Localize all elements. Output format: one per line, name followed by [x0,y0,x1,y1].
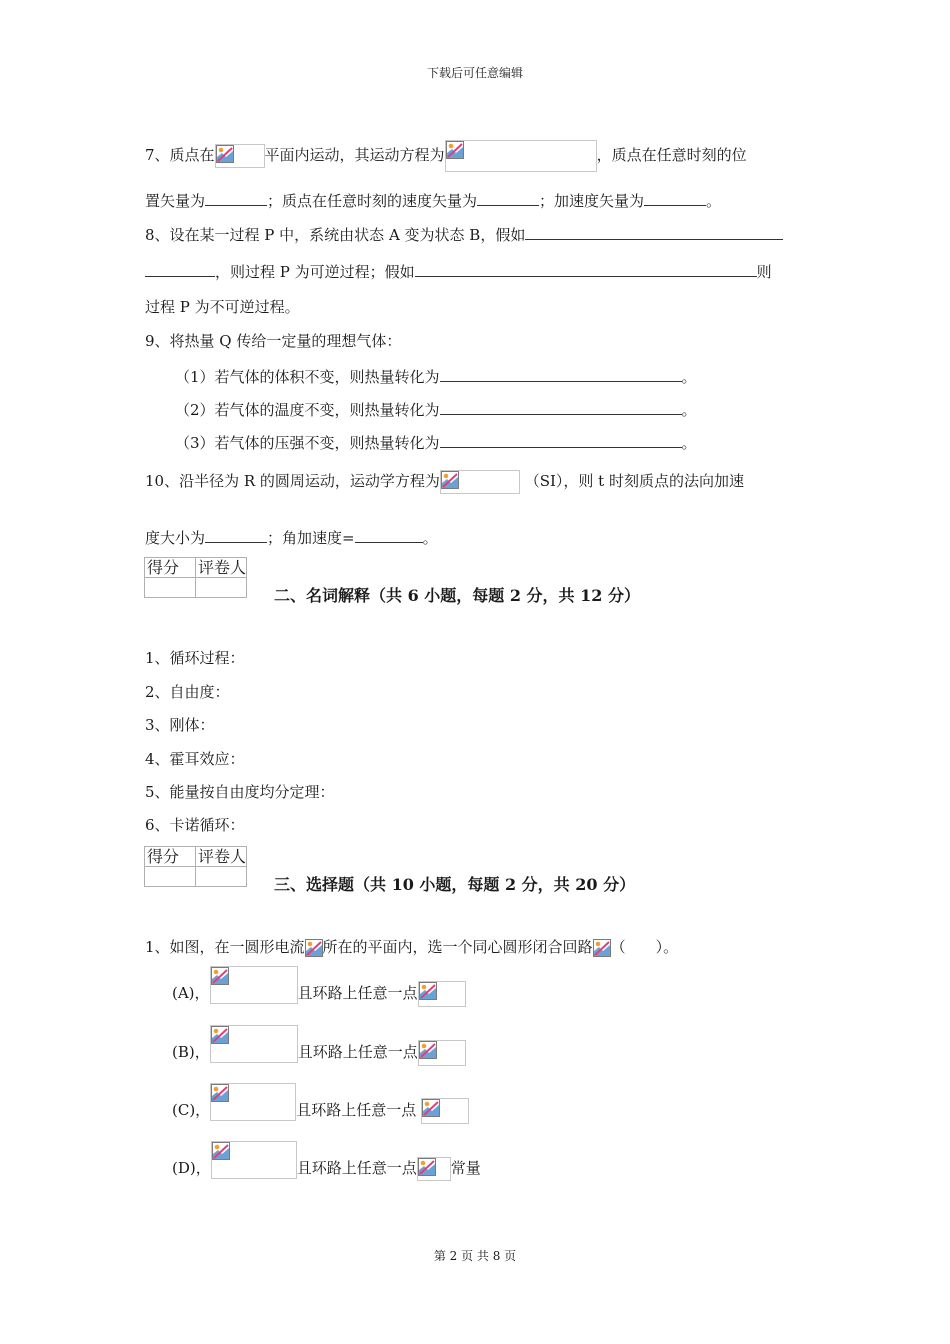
answer-blank[interactable] [440,365,682,382]
score-label: 得分 [145,558,196,578]
q9-item-2 [175,398,697,420]
mc-option-d[interactable] [172,1141,481,1181]
q8-text-3: 则 [756,263,772,281]
answer-blank[interactable] [440,398,682,415]
q9-item-text: （1）若气体的体积不变，则热量转化为 [175,368,440,386]
option-label: (A)， [172,984,210,1002]
q7-line1 [145,140,747,172]
formula-image-placeholder [421,1098,469,1124]
option-label: (C)， [172,1101,211,1119]
section-3-title: 三、选择题（共 10 小题，每题 2 分，共 20 分） [274,875,636,894]
option-text: 且环路上任意一点 [296,1159,417,1177]
formula-image-placeholder [215,144,265,168]
mc-q1-stem [145,937,678,957]
option-text: 且环路上任意一点 [297,1043,418,1061]
section-2-title: 二、名词解释（共 6 小题，每题 2 分，共 12 分） [274,586,640,605]
answer-blank[interactable] [355,526,423,543]
broken-image-icon [418,1158,436,1176]
page-footer: 第 2 页 共 8 页 [433,1249,517,1263]
formula-image-placeholder [440,470,520,494]
mc-q1-text-3: （ ）。 [610,938,679,956]
q9-item-text: （3）若气体的压强不变，则热量转化为 [175,434,440,452]
formula-image-placeholder [445,140,597,172]
option-text: 且环路上任意一点 [297,984,418,1002]
broken-image-icon [441,471,459,489]
q8-line1 [145,223,783,245]
mc-option-a[interactable] [172,966,466,1007]
score-table [144,557,247,598]
mc-option-c[interactable] [172,1083,469,1124]
q9-item-text: （2）若气体的温度不变，则热量转化为 [175,401,440,419]
term-item: 4、霍耳效应： [145,750,245,768]
formula-image-placeholder [305,939,323,957]
q10-text-3: 度大小为 [145,529,206,547]
option-label: (D)， [172,1159,211,1177]
q7-text-1: 7、质点在 [145,146,215,164]
q7-text-4: 置矢量为 [145,192,206,210]
mc-option-b[interactable] [172,1025,466,1066]
answer-blank[interactable] [644,189,706,206]
score-cell[interactable] [145,867,196,887]
option-label: (B)， [172,1043,210,1061]
broken-image-icon [212,1142,230,1160]
q10-line1 [145,470,744,494]
term-item: 5、能量按自由度均分定理： [145,783,335,801]
q9-item-end: 。 [681,434,697,452]
score-cell[interactable] [145,578,196,598]
formula-image-placeholder [418,1040,466,1066]
q9-item-3 [175,431,697,453]
answer-blank[interactable] [205,189,267,206]
broken-image-icon [216,145,234,163]
answer-blank[interactable] [205,526,267,543]
q8-text-1: 8、设在某一过程 P 中，系统由状态 A 变为状态 B，假如 [145,226,526,244]
answer-blank[interactable] [477,189,539,206]
formula-image-placeholder [210,966,298,1004]
formula-image-placeholder [418,981,466,1007]
grader-cell[interactable] [196,578,247,598]
broken-image-icon [422,1099,440,1117]
answer-blank[interactable] [440,431,682,448]
q10-text-5: 。 [422,529,438,547]
formula-image-placeholder [211,1141,297,1179]
option-tail: 常量 [450,1159,481,1177]
score-table [144,846,247,887]
q8-text-2: ，则过程 P 为可逆过程；假如 [215,263,415,281]
q10-text-4: ；角加速度= [267,529,355,547]
term-item: 3、刚体： [145,716,215,734]
formula-image-placeholder [210,1083,296,1121]
q7-text-6: ；加速度矢量为 [539,192,645,210]
q10-text-2: （SI），则 t 时刻质点的法向加速 [524,472,744,490]
broken-image-icon [305,939,323,957]
mc-q1-text-1: 1、如图，在一圆形电流 [145,938,305,956]
page-header: 下载后可任意编辑 [426,66,523,80]
q7-text-3: ，质点在任意时刻的位 [596,146,747,164]
answer-blank[interactable] [415,260,757,277]
broken-image-icon [211,1026,229,1044]
grader-cell[interactable] [196,867,247,887]
broken-image-icon [211,1084,229,1102]
term-item: 2、自由度： [145,683,230,701]
score-label: 得分 [145,847,196,867]
q8-line3: 过程 P 为不可逆过程。 [145,298,300,316]
mc-q1-text-2: 所在的平面内，选一个同心圆形闭合回路 [322,938,593,956]
broken-image-icon [419,982,437,1000]
option-text: 且环路上任意一点 [296,1101,417,1119]
q7-text-5: ；质点在任意时刻的速度矢量为 [267,192,478,210]
formula-image-placeholder [417,1157,451,1181]
q10-line2 [145,526,438,548]
q8-line2 [145,260,772,282]
formula-image-placeholder [210,1025,298,1063]
q10-text-1: 10、沿半径为 R 的圆周运动，运动学方程为 [145,472,440,490]
q9-item-1 [175,365,697,387]
broken-image-icon [593,939,611,957]
answer-blank[interactable] [525,223,783,240]
term-item: 1、循环过程： [145,649,245,667]
q7-text-2: 平面内运动，其运动方程为 [264,146,445,164]
broken-image-icon [211,967,229,985]
q7-line2 [145,189,721,211]
broken-image-icon [419,1041,437,1059]
broken-image-icon [446,141,464,159]
answer-blank[interactable] [145,260,215,277]
formula-image-placeholder [593,939,611,957]
q9-item-end: 。 [681,401,697,419]
q9-item-end: 。 [681,368,697,386]
grader-label: 评卷人 [196,847,247,867]
q7-text-7: 。 [706,192,722,210]
term-item: 6、卡诺循环： [145,816,245,834]
grader-label: 评卷人 [196,558,247,578]
q9-title: 9、将热量 Q 传给一定量的理想气体： [145,332,402,350]
